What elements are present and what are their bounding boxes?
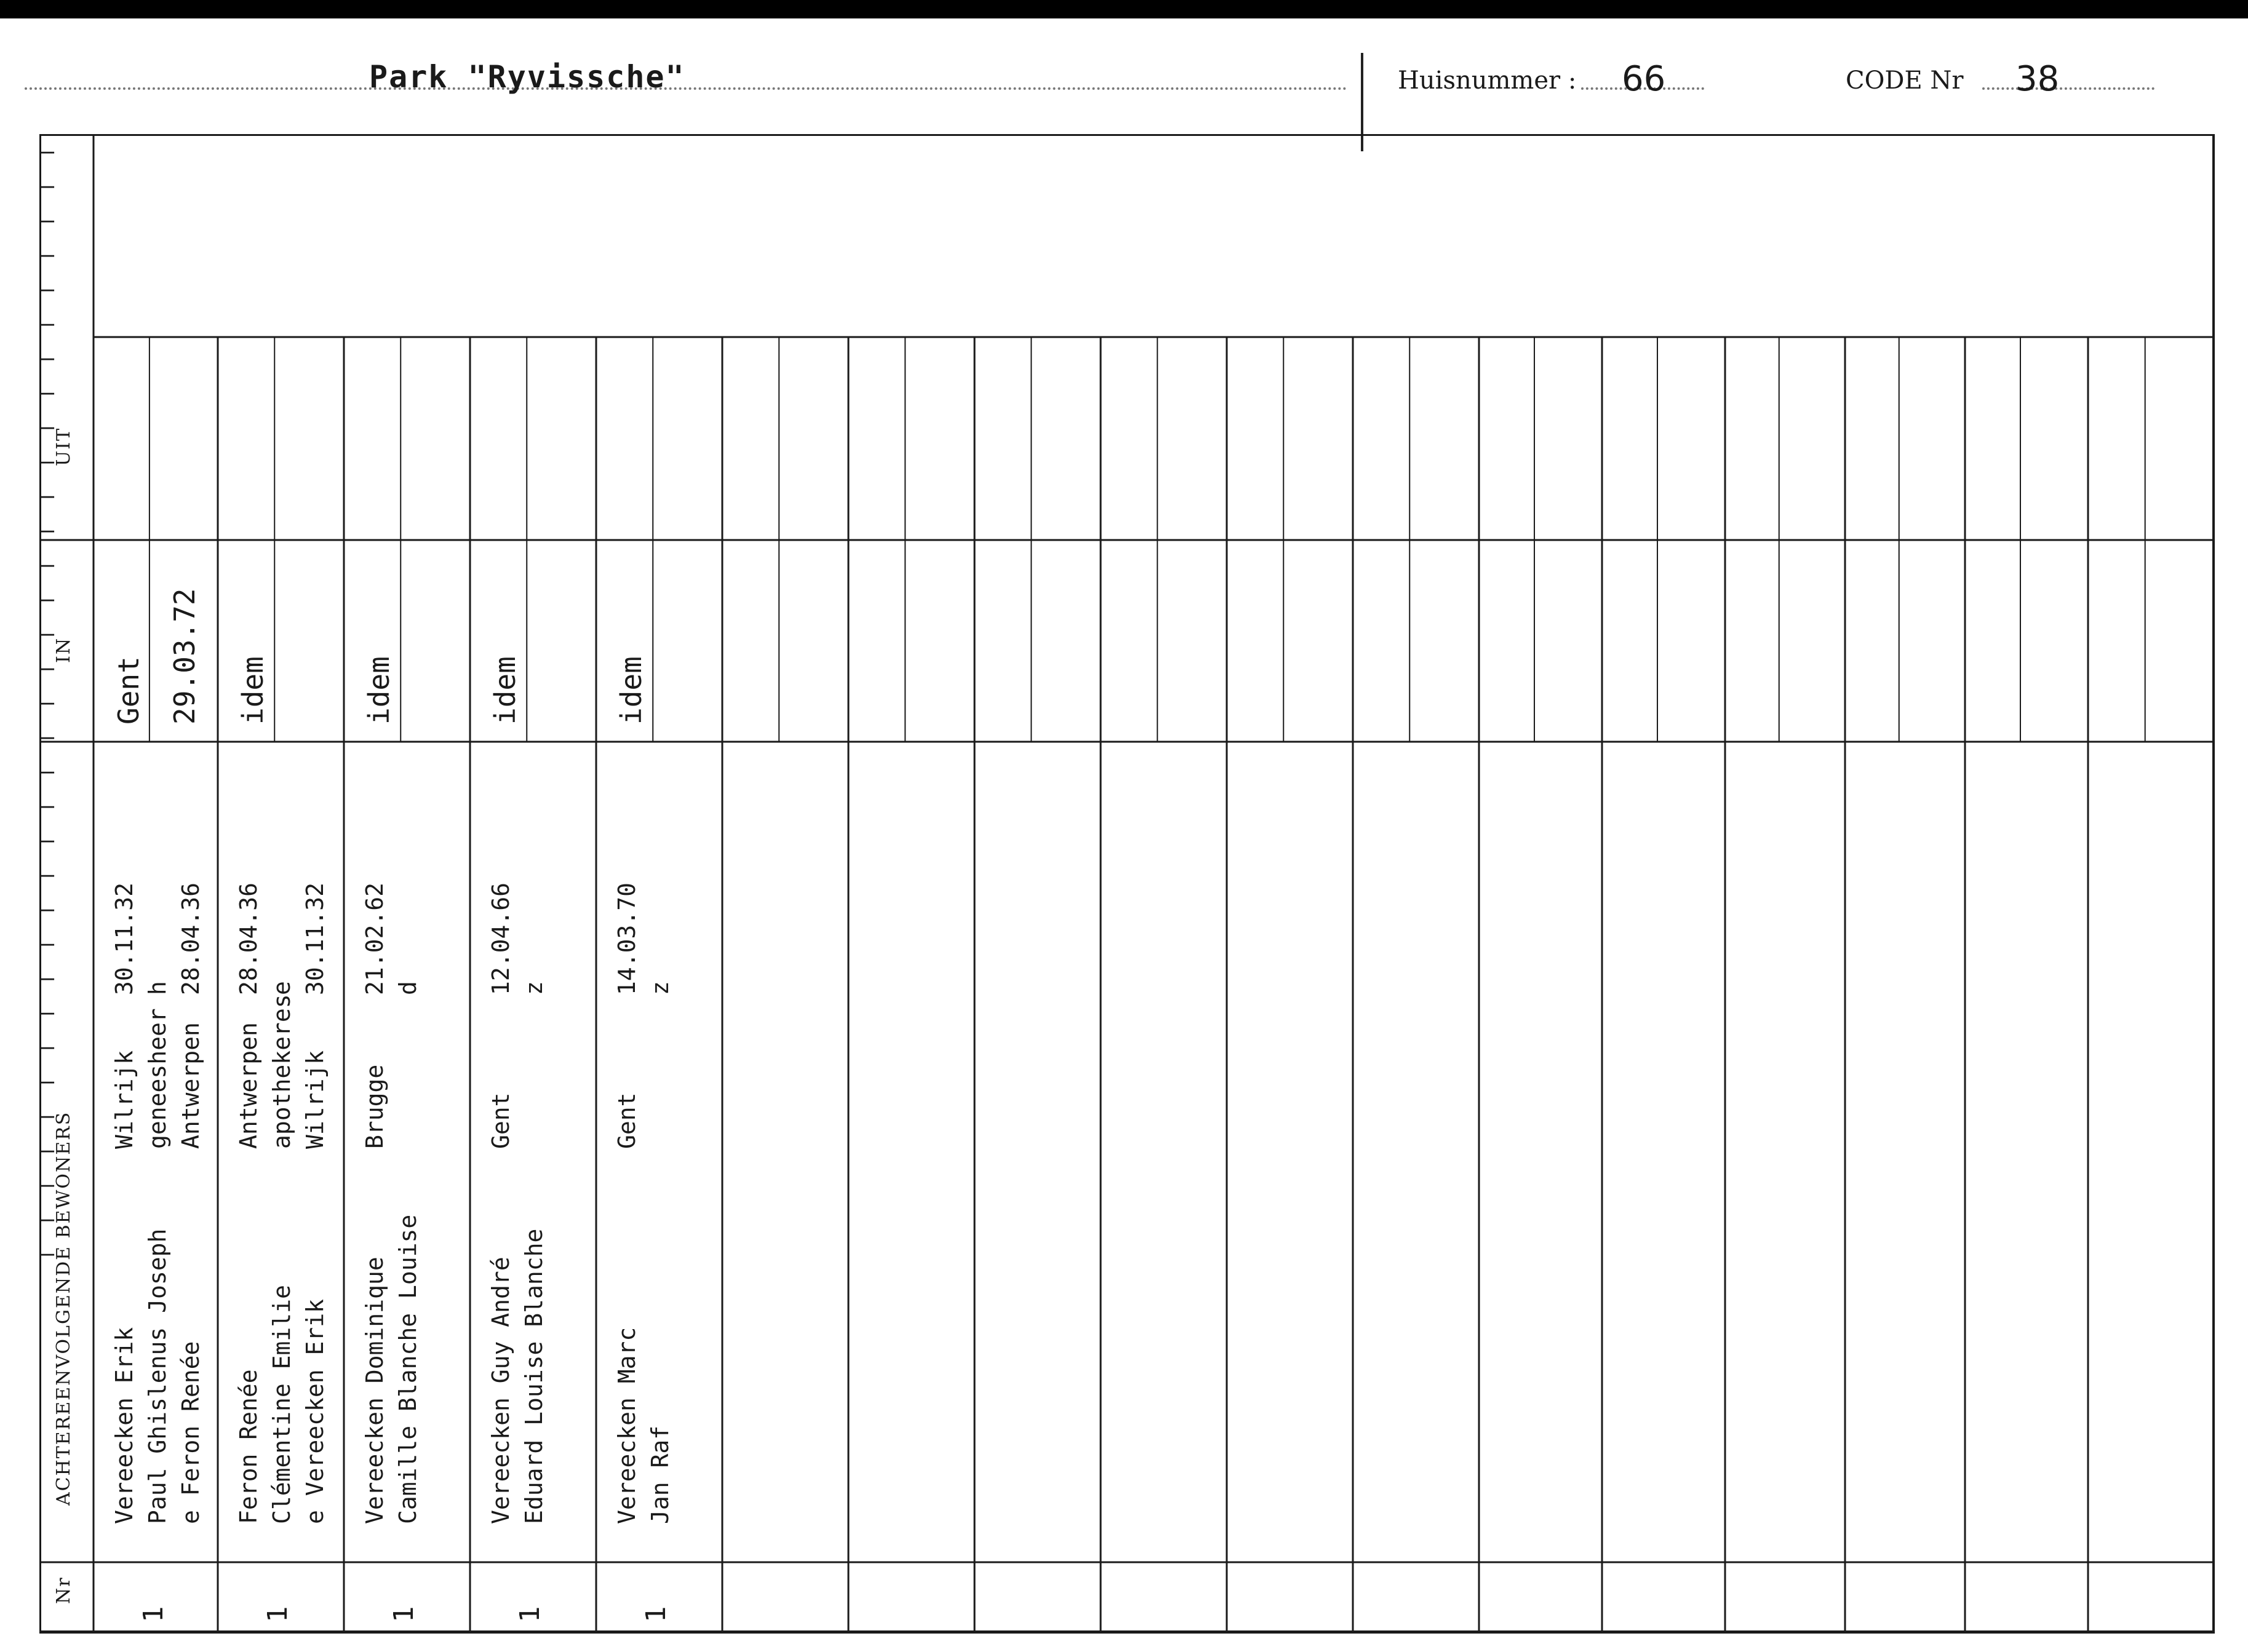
entry-name-line: Vereecken Erik (111, 1327, 138, 1524)
entry-place-line: Brugge (361, 1064, 388, 1149)
entry-date-line: 30.11.32 (301, 882, 329, 995)
in-dash: — (39, 826, 55, 854)
entry-name-line: Eduard Louise Blanche (520, 1228, 548, 1524)
row-label-bewoners: ACHTEREENVOLGENDE BEWONERS (53, 1111, 74, 1506)
in-dash: — (39, 964, 55, 992)
entry-name-line: e Feron Renée (177, 1341, 204, 1524)
uit-dash: — (39, 309, 55, 338)
entry-in-place: Gent (112, 656, 145, 725)
entry-nr: 1 (640, 1606, 672, 1622)
residents-form (39, 134, 2215, 1634)
in-dash: — (39, 1170, 55, 1199)
code-value: 38 (2015, 59, 2060, 99)
in-dash: — (39, 550, 55, 579)
entry-date-line: h (144, 981, 171, 995)
uit-dash: — (39, 1205, 55, 1233)
in-dash: — (39, 413, 55, 441)
row-label-nr: Nr (53, 1576, 74, 1604)
huisnummer-label: Huisnummer : (1398, 66, 1577, 95)
entry-nr: 1 (262, 1606, 293, 1622)
entry-place-line: Antwerpen (235, 1022, 262, 1149)
entry-date-line: d (394, 981, 421, 995)
top-black-band (0, 0, 2248, 18)
in-dash: — (39, 1239, 55, 1268)
in-dash: — (39, 688, 55, 717)
entry-in-date: 29.03.72 (167, 588, 201, 725)
entry-name-line: Vereecken Marc (613, 1327, 640, 1524)
in-dash: — (39, 206, 55, 234)
uit-dash: — (39, 1067, 55, 1095)
entry-name-line: Vereecken Dominique (361, 1257, 388, 1524)
uit-dash: — (39, 929, 55, 958)
entry-nr: 1 (514, 1606, 546, 1622)
entry-date-line: 30.11.32 (111, 882, 138, 995)
entry-name-line: Camille Blanche Louise (394, 1214, 421, 1524)
uit-dash: — (39, 516, 55, 544)
huisnummer-value: 66 (1622, 59, 1666, 99)
entry-date-line: z (520, 981, 548, 995)
street-dotted-line (25, 87, 1347, 90)
in-dash: — (39, 1033, 55, 1061)
entry-date-line: 14.03.70 (613, 882, 640, 995)
uit-dash: — (39, 447, 55, 475)
uit-dash: — (39, 860, 55, 889)
uit-dash: — (39, 378, 55, 407)
entry-name-line: Vereecken Guy André (487, 1257, 514, 1524)
in-dash: — (39, 757, 55, 785)
uit-dash: — (39, 654, 55, 682)
entry-place-line: apothekeres (268, 994, 295, 1149)
entry-place-line: Antwerpen (177, 1022, 204, 1149)
row-label-uit: UIT (53, 427, 74, 466)
uit-dash: — (39, 792, 55, 820)
entry-name-line: Feron Renée (235, 1369, 262, 1524)
entry-date-line: z (647, 981, 674, 995)
entry-nr: 1 (138, 1606, 169, 1622)
entry-nr: 1 (388, 1606, 420, 1622)
row-label-in: IN (53, 637, 74, 663)
entry-in-place: idem (615, 656, 648, 725)
entry-date-line: 28.04.36 (177, 882, 204, 995)
entry-name-line: Jan Raf (647, 1425, 674, 1524)
entry-in-place: idem (362, 656, 396, 725)
code-label: CODE Nr (1846, 66, 1964, 95)
uit-dash: — (39, 998, 55, 1027)
entry-date-line: 12.04.66 (487, 882, 514, 995)
entry-date-line: 21.02.62 (361, 882, 388, 995)
entry-date-line: e (268, 981, 295, 995)
in-dash: — (39, 344, 55, 372)
in-dash: — (39, 482, 55, 510)
entry-name-line: Paul Ghislenus Joseph (144, 1228, 171, 1524)
uit-dash: — (39, 172, 55, 200)
in-dash: — (39, 895, 55, 923)
in-dash: — (39, 619, 55, 648)
entry-in-place: idem (236, 656, 269, 725)
entry-place-line: geneesheer (144, 1008, 171, 1149)
street-name: Park "Ryvissche" (369, 59, 685, 95)
uit-dash: — (39, 723, 55, 751)
entry-name-line: Clémentine Emilie (268, 1285, 295, 1524)
uit-dash: — (39, 240, 55, 269)
card-header (0, 18, 2248, 135)
entry-date-line: 28.04.36 (235, 882, 262, 995)
in-dash: — (39, 1102, 55, 1130)
entry-place-line: Gent (487, 1092, 514, 1149)
entry-place-line: Gent (613, 1092, 640, 1149)
uit-dash: — (39, 1136, 55, 1164)
code-dotted-line (1982, 87, 2154, 90)
entry-in-place: idem (488, 656, 522, 725)
entry-place-line: Wilrijk (111, 1050, 138, 1149)
entry-name-line: e Vereecken Erik (301, 1298, 329, 1524)
in-dash: — (39, 275, 55, 303)
entry-place-line: Wilrijk (301, 1050, 329, 1149)
uit-dash: — (39, 137, 55, 165)
uit-dash: — (39, 585, 55, 613)
